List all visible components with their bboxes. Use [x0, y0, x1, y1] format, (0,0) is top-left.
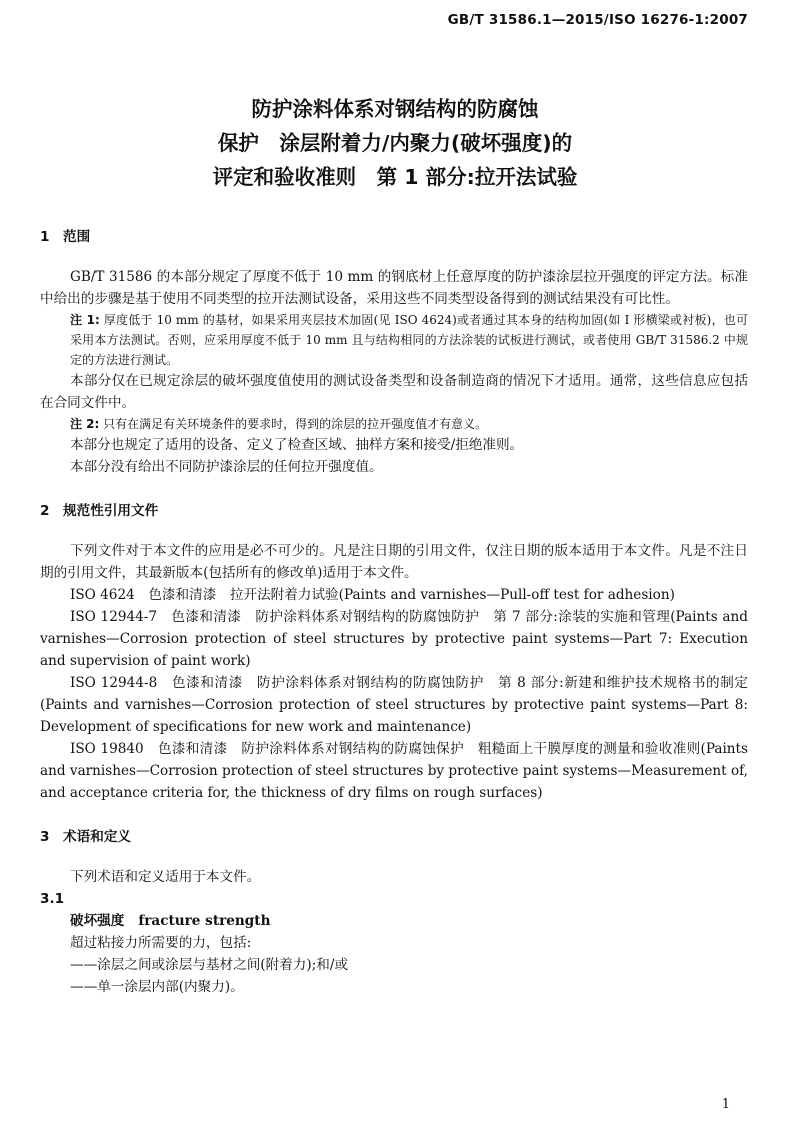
reference-iso-12944-8: ISO 12944-8 色漆和清漆 防护涂料体系对钢结构的防腐蚀防护 第 8 部分:新建和维护技术规格书的制定(Paints and varnishes—Corrosion protection of steel structures by protective paint systems—Part 8: Development of specifications for new work and maintenance): [40, 675, 748, 735]
section-1-paragraph-3: 本部分也规定了适用的设备、定义了检查区域、抽样方案和接受/拒绝准则。: [70, 437, 524, 453]
term-heading: [70, 910, 748, 932]
term-number: 3.1: [40, 891, 65, 907]
section-1-paragraph-2: 本部分仅在已规定涂层的破坏强度值使用的测试设备类型和设备制造商的情况下才适用。通常，这些信息应包括在合同文件中。: [40, 373, 748, 411]
reference-iso-19840: ISO 19840 色漆和清漆 防护涂料体系对钢结构的防腐蚀保护 粗糙面上干膜厚度的测量和验收准则(Paints and varnishes—Corrosion protection of steel structures by protective paint systems—Measurement of, and acceptance criteria for, the thickness of dry films on rough surfaces): [40, 741, 748, 801]
term-name-cn: 破坏强度: [70, 913, 125, 929]
section-3-heading: 3 术语和定义: [40, 829, 132, 845]
title-line-1: 防护涂料体系对钢结构的防腐蚀: [251, 97, 539, 121]
note-1: [70, 310, 748, 370]
note-1-text: 厚度低于 10 mm 的基材，如果采用夹层技术加固(见 ISO 4624)或者通过其本身的结构加固(如 I 形横梁或衬板)，也可采用本方法测试。否则，应采用厚度不低于 10 mm 且与结构相同的方法涂装的试板进行测试，或者使用 GB/T 31586.2 中规定的方法进行测试。: [70, 313, 748, 367]
section-1-heading: 1 范围: [40, 229, 91, 245]
note-1-label: 注 1:: [70, 313, 100, 327]
reference-iso-4624: ISO 4624 色漆和清漆 拉开法附着力试验(Paints and varnishes—Pull-off test for adhesion): [70, 587, 675, 603]
reference-iso-12944-7: ISO 12944-7 色漆和清漆 防护涂料体系对钢结构的防腐蚀防护 第 7 部分:涂装的实施和管理(Paints and varnishes—Corrosion protection of steel structures by protective paint systems—Part 7: Execution and supervision of paint work): [40, 609, 748, 669]
section-1-paragraph-1: GB/T 31586 的本部分规定了厚度不低于 10 mm 的钢底材上任意厚度的防护漆涂层拉开强度的评定方法。标准中给出的步骤是基于使用不同类型的拉开法测试设备，采用这些不同类型设备得到的测试结果没有可比性。: [40, 269, 748, 307]
title-line-2: 保护 涂层附着力/内聚力(破坏强度)的: [217, 131, 573, 155]
term-definition: 超过粘接力所需要的力，包括:: [70, 935, 252, 951]
term-item-2: ——单一涂层内部(内聚力)。: [70, 979, 244, 995]
note-2-label: 注 2:: [70, 417, 100, 431]
section-3-intro: 下列术语和定义适用于本文件。: [70, 869, 261, 885]
document-body: [40, 226, 748, 998]
section-2-heading: 2 规范性引用文件: [40, 503, 159, 519]
standard-code: GB/T 31586.1—2015/ISO 16276-1:2007: [447, 12, 748, 28]
title-line-3: 评定和验收准则 第 1 部分:拉开法试验: [212, 165, 578, 189]
page-number: 1: [721, 1097, 730, 1112]
term-item-1: ——涂层之间或涂层与基材之间(附着力);和/或: [70, 957, 349, 973]
term-name-en: fracture strength: [138, 913, 271, 929]
section-1-paragraph-4: 本部分没有给出不同防护漆涂层的任何拉开强度值。: [70, 459, 383, 475]
section-2-intro: 下列文件对于本文件的应用是必不可少的。凡是注日期的引用文件，仅注日期的版本适用于本文件。凡是不注日期的引用文件，其最新版本(包括所有的修改单)适用于本文件。: [40, 543, 748, 581]
note-2: [70, 414, 748, 434]
note-2-text: 只有在满足有关环境条件的要求时，得到的涂层的拉开强度值才有意义。: [99, 417, 488, 431]
document-title: [0, 92, 790, 194]
